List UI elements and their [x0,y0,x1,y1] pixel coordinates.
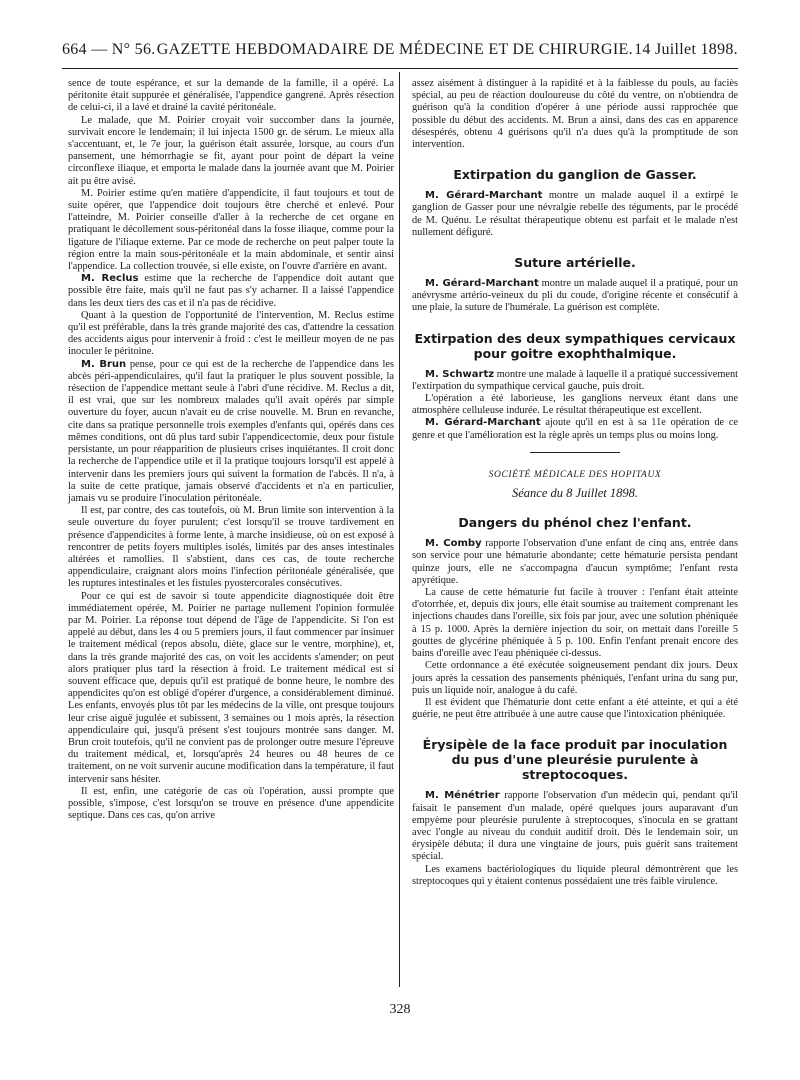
session-date: Séance du 8 Juillet 1898. [511,486,638,501]
section-heading: Dangers du phénol chez l'enfant. [458,515,692,531]
column-divider [399,72,400,987]
paragraph: Les examens bactériologiques du liquide pleural démontrèrent que les streptocoques qui y étaient contenus possédaient une très faible virulence. [412,863,738,887]
society-title: SOCIÉTÉ MÉDICALE DES HOPITAUX [412,452,738,481]
speaker-name: M. Reclus [81,273,139,285]
speaker-name: M. Gérard-Marchant [425,417,541,429]
paragraph: La cause de cette hématurie fut facile à trouver : l'enfant était atteinte d'otorrhée, et, depuis dix jours, elle était soumise au traitement comprenant les injections chaudes dans l'oreille, six fois par jour, avec une solution phéniquée à 15 p. 1000. Après la dernière injection du soir, on mettait dans l'oreille 5 gouttes de glycérine phéniquée à 5 p. 100. Enfin l'enfant prenait encore des bains d'oreille avec l'eau phéniquée ci-dessus. [412,587,738,660]
journal-title: GAZETTE HEBDOMADAIRE DE MÉDECINE ET DE CHIRURGIE. [156,41,633,58]
section-heading: Extirpation des deux sympathiques cervicaux pour goitre exophthalmique. [414,330,736,361]
paragraph: Il est, enfin, une catégorie de cas où l'opération, aussi prompte que possible, s'impose, c'est lorsqu'on se trouve en présence d'une appendicite septique. Dans ces cas, qu'on arrive [68,785,394,822]
paragraph: M. Brun pense, pour ce qui est de la recherche de l'appendice dans les abcès péri-appendiculaires, qu'il faut la pratiquer le plus souvent possible, la résection de l'appendice mettant seule à l'abri d'une récidive. M. Reclus a dit, il est vrai, que sur les nombreux malades qu'il avait opérés par simple ouverture du foyer, aucun n'avait eu de crise nouvelle. M. Brun en revanche, cite dans sa pratique personnelle trois exemples d'enfants qui, opérés dans ces mêmes conditions, ont dû plus tard subir l'appendicectomie, deux pour fistule persistante, un pour réapparition de plusieurs crises inquiétantes. Il croit donc la recherche de l'appendice utile et il la pratique toujours lorsqu'il est appelé à intervenir dans les premiers jours qui suivent la formation de l'abcès. Il n'a, à la suite de cette pratique, jamais observé d'accidents et n'a en particulier, jamais vu se produire l'inoculation péritonéale. [68,358,394,504]
paragraph: Il est, par contre, des cas toutefois, où M. Brun limite son intervention à la seule ouverture du foyer purulent; c'est lorsqu'il se trouve tardivement en présence d'appendicites à forme lente, à marche insidieuse, où on est exposé à rencontrer de petits foyers multiples isolés, limités par des anses intestinales altérées et ramollies. Il s'abstient, dans ces cas, de toute recherche appendiculaire, craignant alors moins l'infection péritonéale généralisée, que les ruptures intestinales et les fistules pyostercorales consécutives. [68,505,394,590]
speaker-name: M. Schwartz [425,368,495,380]
speaker-name: M. Gérard-Marchant [425,190,543,202]
paragraph: L'opération a été laborieuse, les ganglions nerveux étant dans une atmosphère celluleuse indurée. Le résultat thérapeutique est excellent. [412,393,738,417]
paragraph: Le malade, que M. Poirier croyait voir succomber dans la journée, survivait encore le lendemain; il lui injecta 1500 gr. de sérum. Le mieux alla s'accentuant, et, le 7e jour, la guérison était assurée, lorsque, au cours d'un pansement, une hémorrhagie se fit, ayant pour point de départ la veine circonflexe iliaque, et emporta le malade dans la journée avant que M. Poirier ait pu être avisé. [68,114,394,187]
issue-date: 14 Juillet 1898. [634,41,738,58]
paragraph: M. Poirier estime qu'en matière d'appendicite, il faut toujours et tout de suite opérer, que l'appendice doit toujours être cherché et enlevé. Pour l'atteindre, M. Poirier conseille d'aller à la recherche de cet organe en pratiquant le décollement sous-péritonéal dans la fosse iliaque, comme pour la ligature de l'iliaque externe. Par ce mode de recherche on peut palper toute la région entre la main sous-péritonéale et la main abdominale, et sentir ainsi l'appendice. La collection trouvée, si elle existe, on l'ouvre d'arrière en avant. [68,187,394,273]
header-rule [62,68,738,69]
speaker-name: M. Ménétrier [425,790,500,802]
speaker-name: M. Comby [425,538,482,550]
paragraph: Cette ordonnance a été exécutée soigneusement pendant dix jours. Deux jours après la cessation des pansements phéniqués, l'enfant urina du sang pur, puis un liquide noir, analogue à du café. [412,660,738,696]
paragraph: Pour ce qui est de savoir si toute appendicite diagnostiquée doit être immédiatement opérée, M. Poirier ne partage nullement l'opinion formulée par M. Poirier. La réponse tout dépend de l'âge de l'appendicite. Si l'on est appelé au début, dans les 4 ou 5 premiers jours, il faut commencer par insinuer le traitement médical (repos absolu, diète, glace sur le ventre, morphine), et, dans la très grande majorité des cas, on voit les accidents s'amender; on peut alors pratiquer plus tard la résection à froid. Le traitement médical est si souvent efficace que, depuis qu'il est pratiqué de bonne heure, le nombre des appendicites qu'on est obligé d'opérer d'urgence, a considérablement diminué. Les enfants, envoyés plus tôt par les médecins de la ville, ont presque toujours leur crise aiguë jugulée et subissent, 3 semaines ou 1 mois après, la résection appendiculaire qui, jusqu'à présent s'est toujours montrée sans danger. M. Brun croit toutefois, qu'il ne convient pas de prolonger outre mesure l'épreuve du traitement médical, et, lorsqu'après 24 heures ou 48 heures de ce traitement, on ne voit survenir aucune modification dans la température, il faut intervenir sans hésiter. [68,590,394,785]
paragraph: M. Comby rapporte l'observation d'une enfant de cinq ans, entrée dans son service pour une hématurie abondante; cette hématurie persista pendant quinze jours, elle ne s'accompagna d'aucun symptôme; l'enfant resta apyrétique. [412,538,739,586]
paragraph: Il est évident que l'hématurie dont cette enfant a été atteinte, et qui a été guérie, ne peut être attribuée à une autre cause que l'intoxication phéniquée. [412,696,738,721]
section-heading: Extirpation du ganglion de Gasser. [453,167,697,183]
speaker-name: M. Brun [81,358,127,370]
page-section: 664 — N° 56. [62,41,156,58]
left-column [68,78,394,822]
paragraph: M. Ménétrier rapporte l'observation d'un médecin qui, pendant qu'il faisait le pansement d'un malade, opéré quelques jours auparavant d'un empyème pour pleurésie purulente à streptocoques, s'inocula en se grattant avec l'ongle au niveau du conduit auditif droit. Dès le lendemain soir, un érysipèle débuta; il dura une vingtaine de jours, puis guérit sans traitement spécial. [412,790,738,863]
paragraph: M. Gérard-Marchant ajoute qu'il en est à sa 11e opération de ce genre et que l'amélioration est la règle après un temps plus ou moins long. [412,417,739,441]
paragraph: M. Gérard-Marchant montre un malade auquel il a pratiqué, pour un anévrysme artério-veineux du pli du coude, d'origine récente et consécutif à une plaie, la suture de l'humérale. La guérison est complète. [412,278,738,314]
running-header [62,40,738,60]
paragraph: M. Schwartz montre une malade à laquelle il a pratiqué successivement l'extirpation du sympathique cervical gauche, puis droit. [412,368,738,392]
section-heading: Érysipèle de la face produit par inoculation du pus d'une pleurésie purulente à streptocoques. [422,737,728,783]
section-heading: Suture artérielle. [514,255,636,271]
paragraph: assez aisément à distinguer à la rapidité et à la faiblesse du pouls, au faciès spécial, au peu de réaction douloureuse du côté du ventre, on n'obtiendra de guérison qu'à la condition d'opérer à une période aussi rapprochée que possible du début des accidents. M. Brun a ainsi, dans des cas en apparence désespérés, obtenu 4 guérisons qu'il n'a dues qu'à la promptitude de son intervention. [412,78,738,151]
paragraph: M. Reclus estime que la recherche de l'appendice doit autant que possible être faite, mais qu'il ne faut pas s'y acharner. Il a laissé l'appendice dans les deux tiers des cas et il n'a pas de récidive. [68,273,394,309]
paragraph: M. Gérard-Marchant montre un malade auquel il a extirpé le ganglion de Gasser pour une névralgie rebelle des téguments, par le procédé de M. Quénu. Le résultat thérapeutique obtenu est parfait et le malade n'est nullement défiguré. [412,190,738,238]
page-number: 328 [389,1002,411,1017]
speaker-name: M. Gérard-Marchant [425,278,539,290]
paragraph: Quant à la question de l'opportunité de l'intervention, M. Reclus estime qu'il est préférable, dans la très grande majorité des cas, d'attendre la cessation des accidents aigus pour intervenir à froid : c'est le meilleur moyen de ne pas inoculer le péritoine. [68,309,394,358]
right-column [412,78,738,888]
paragraph: sence de toute espérance, et sur la demande de la famille, il a opéré. La péritonite était suppurée et généralisée, l'appendice gangrené. Après résection de celui-ci, il a lavé et drainé la cavité péritonéale. [68,78,394,114]
